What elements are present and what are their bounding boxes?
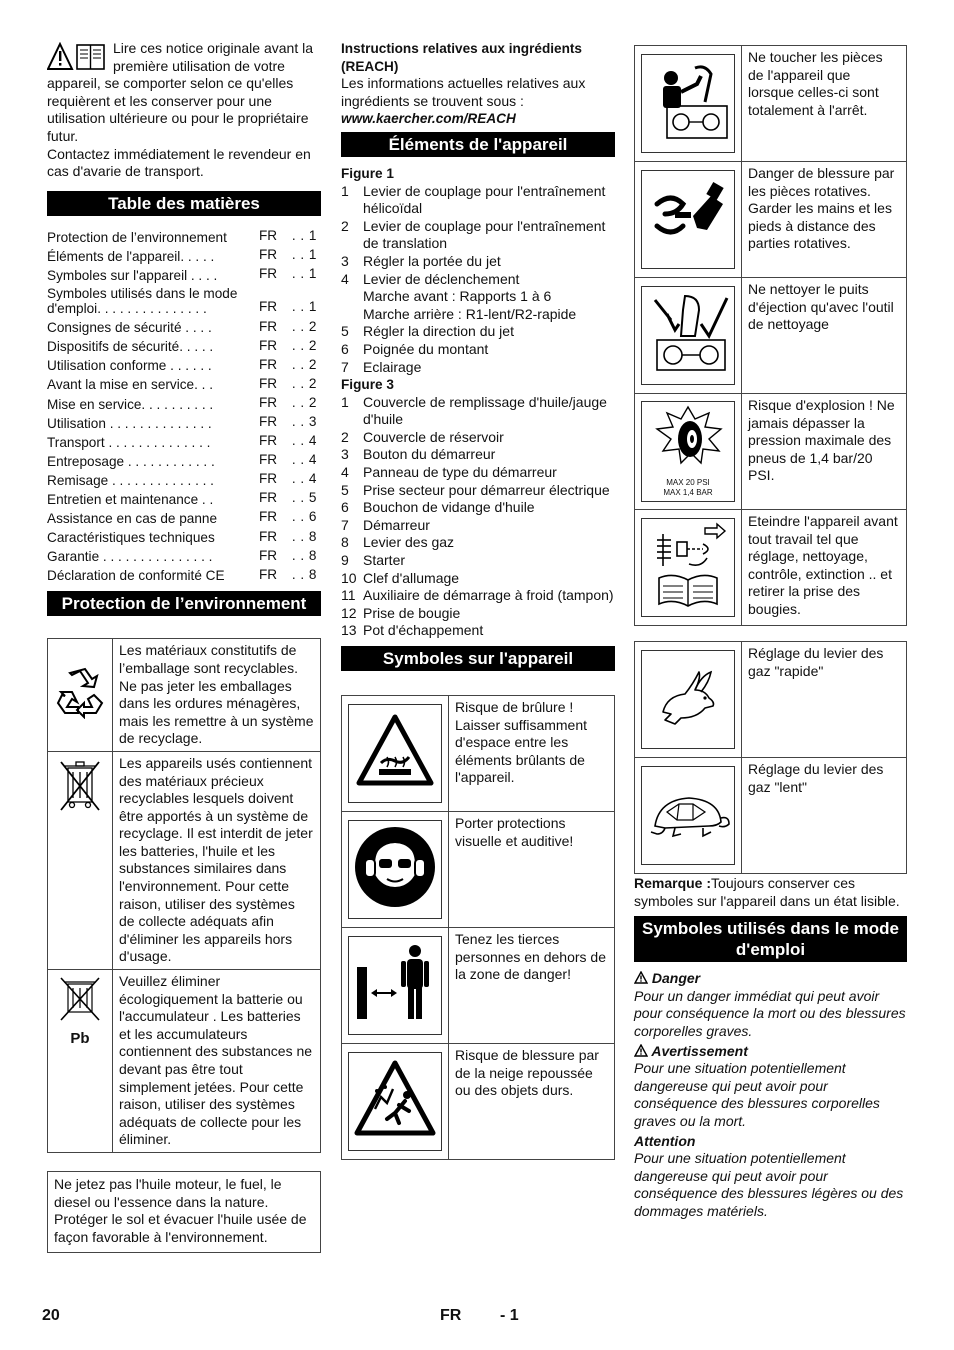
toc-entry-page: . . 2 xyxy=(291,356,317,372)
toc-entry-name: Protection de l’environnement xyxy=(47,229,227,245)
list-item-number: 8 xyxy=(341,534,349,551)
danger-label: Danger xyxy=(651,970,701,987)
warning-heading xyxy=(634,1043,907,1061)
list-item xyxy=(341,552,615,570)
toc-row[interactable] xyxy=(47,335,317,354)
oil-note-box xyxy=(47,1171,321,1253)
list-item-number xyxy=(341,306,363,324)
toc-row[interactable] xyxy=(47,545,317,564)
toc-row[interactable] xyxy=(47,526,317,545)
toc-entry-lang: FR xyxy=(259,528,278,544)
figure3-title: Figure 3 xyxy=(341,377,394,393)
symbol-text: Eteindre l'appareil avant tout travail tel que réglage, nettoyage, contrôle, extinction .. et retirer la prise des bougies. xyxy=(742,510,907,626)
toc-entry-page: . . 2 xyxy=(291,337,317,353)
symbol-row xyxy=(342,1044,615,1160)
list-item-number xyxy=(341,288,363,306)
remark-label: Remarque : xyxy=(634,875,712,891)
list-item-text: Pot d'échappement xyxy=(363,622,484,639)
toc-entry-name: Transport . . . . . . . . . . . . . . xyxy=(47,434,211,450)
list-item xyxy=(341,394,615,429)
pb-label: Pb xyxy=(70,1029,90,1047)
list-item xyxy=(341,499,615,517)
toc-entry-page: . . 2 xyxy=(291,375,317,391)
toc-entry-lang: FR xyxy=(259,228,278,244)
list-item xyxy=(341,446,615,464)
list-item-text: Marche avant : Rapports 1 à 6 xyxy=(363,288,552,305)
toc-entry-lang: FR xyxy=(259,566,278,582)
reach-url[interactable]: www.kaercher.com/REACH xyxy=(341,111,516,127)
attention-text: Pour une situation potentiellement dangereuse qui peut avoir pour conséquence des blessures légères ou des dommages matériels. xyxy=(634,1150,904,1219)
list-item xyxy=(341,429,615,447)
tyre-max-bar: MAX 1,4 BAR xyxy=(663,487,713,497)
toc-row[interactable] xyxy=(47,507,317,526)
throttle-text: Réglage du levier des gaz "lent" xyxy=(742,758,907,874)
remark xyxy=(634,875,907,910)
list-item xyxy=(341,534,615,552)
toc-entry-name: Dispositifs de sécurité. . . . . xyxy=(47,339,214,355)
warning-manual-icon xyxy=(47,42,107,72)
toc-row[interactable] xyxy=(47,564,317,583)
remark-text: Toujours conserver ces symboles sur l'appareil dans un état lisible. xyxy=(634,875,900,909)
toc-entry-lang: FR xyxy=(259,433,278,449)
toc-row[interactable] xyxy=(47,264,317,283)
toc-entry-page: . . 2 xyxy=(291,394,317,410)
symbol-row xyxy=(635,394,907,510)
toc-row[interactable] xyxy=(47,488,317,507)
toc-entry-name: Déclaration de conformité CE xyxy=(47,568,225,584)
toc-entry-lang: FR xyxy=(259,547,278,563)
list-item-number: 2 xyxy=(341,217,349,234)
symbols-table xyxy=(341,695,615,1160)
throttle-table xyxy=(634,641,907,874)
symbol-row xyxy=(635,278,907,394)
list-item xyxy=(341,253,615,271)
column-3 xyxy=(634,45,907,1221)
symbol-row xyxy=(635,46,907,162)
toc-row[interactable] xyxy=(47,283,317,316)
list-item-number: 4 xyxy=(341,270,349,287)
throttle-row-fast xyxy=(635,642,907,758)
page-number: 20 xyxy=(42,1307,60,1324)
symbol-row xyxy=(635,162,907,278)
list-item xyxy=(341,183,615,218)
list-item-text: Levier de couplage pour l'entraînement de translation xyxy=(363,217,606,252)
list-item-text: Levier de couplage pour l'entraînement hélicoïdal xyxy=(363,182,606,217)
toc-entry-page: . . 4 xyxy=(291,433,317,449)
symbol-text: Risque d'explosion ! Ne jamais dépasser la pression maximale des pneus de 1,4 bar/20 PSI. xyxy=(742,394,907,510)
list-item-number: 9 xyxy=(341,552,349,569)
symbol-text: Tenez les tierces personnes en dehors de la zone de danger! xyxy=(449,928,615,1044)
toc-entry-page: . . 6 xyxy=(291,509,317,525)
toc-row[interactable] xyxy=(47,469,317,488)
toc-entry-name: Éléments de l'appareil. . . . . xyxy=(47,248,215,264)
danger-text: Pour un danger immédiat qui peut avoir pour conséquence la mort ou des blessures corporelles graves. xyxy=(634,987,906,1039)
list-item-text: Régler la direction du jet xyxy=(363,323,514,340)
list-item-number: 10 xyxy=(341,569,357,586)
env-row-text: Les appareils usés contiennent des matériaux précieux recyclables lesquels doivent être apportés à un système de recyclage. Il est interdit de jeter les batteries, l'huile et les substances similaires dans l'environnement. Pour cette raison, utiliser des systèmes de collecte adéquats afin d'éliminer les appareils hors d'usage. xyxy=(113,751,321,969)
env-row-text: Les matériaux constitutifs de l’emballage sont recyclables. Ne pas jeter les emballages dans les ordures ménagères, mais les remettre à un système de recyclage. xyxy=(113,639,321,752)
symbol-text: Ne toucher les pièces de l'appareil que lorsque celles-ci sont totalement à l'arrêt. xyxy=(742,46,907,162)
list-item-number: 3 xyxy=(341,252,349,269)
list-item-text: Bouchon de vidange d'huile xyxy=(363,499,535,516)
list-item-text: Prise de bougie xyxy=(363,604,461,621)
tyre-max-psi: MAX 20 PSI xyxy=(666,477,710,487)
list-item-number: 5 xyxy=(341,323,349,340)
toc-entry-page: . . 1 xyxy=(291,228,317,244)
list-item-number: 7 xyxy=(341,516,349,533)
toc-row[interactable] xyxy=(47,412,317,431)
toc-entry-name: Consignes de sécurité . . . . xyxy=(47,320,212,336)
hot-surface-warning-icon xyxy=(353,709,437,793)
toc-entry-lang: FR xyxy=(259,356,278,372)
list-item xyxy=(341,587,615,605)
list-item-text: Démarreur xyxy=(363,516,430,533)
intro-contact: Contactez immédiatement le revendeur en cas d'avarie de transport. xyxy=(47,145,311,180)
list-item-text: Auxiliaire de démarrage à froid (tampon) xyxy=(363,587,614,604)
list-item xyxy=(341,605,615,623)
reach-text: Les informations actuelles relatives aux ingrédients se trouvent sous : xyxy=(341,75,586,109)
toc-entry-lang: FR xyxy=(259,490,278,506)
toc-entry-name: Remisage . . . . . . . . . . . . . . xyxy=(47,472,214,488)
toc-entry-name: Symboles sur l'appareil . . . . xyxy=(47,268,218,284)
list-item xyxy=(341,482,615,500)
symbols-table-2 xyxy=(634,45,907,626)
eye-ear-protection-icon xyxy=(353,825,437,909)
list-item xyxy=(341,306,615,324)
list-item-text: Clef d'allumage xyxy=(363,569,460,586)
list-item-number: 11 xyxy=(341,587,356,604)
toc-entry-lang: FR xyxy=(259,394,278,410)
toc-entry-name: Garantie . . . . . . . . . . . . . . . xyxy=(47,549,213,565)
toc-row[interactable] xyxy=(47,392,317,411)
toc-entry-page: . . 4 xyxy=(291,471,317,487)
list-item xyxy=(341,464,615,482)
toc-entry-lang: FR xyxy=(259,471,278,487)
list-item-number: 6 xyxy=(341,499,349,516)
list-item xyxy=(341,288,615,306)
env-row-bin xyxy=(48,751,321,969)
list-item-text: Panneau de type du démarreur xyxy=(363,464,557,481)
toc-entry-name: Entretien et maintenance . . xyxy=(47,491,214,507)
footer-lang: FR xyxy=(440,1307,462,1324)
column-2 xyxy=(341,40,615,1160)
list-item-text: Régler la portée du jet xyxy=(363,252,501,269)
toc-entry-name: Avant la mise en service. . . xyxy=(47,377,213,393)
toc-entry-lang: FR xyxy=(259,452,278,468)
figure1-list xyxy=(341,183,615,377)
list-item xyxy=(341,323,615,341)
danger-heading xyxy=(634,970,907,988)
symbol-text: Risque de brûlure ! Laisser suffisamment d'espace entre les éléments brûlants de l'appareil. xyxy=(449,696,615,812)
warning-triangle-icon xyxy=(634,971,648,984)
toc-entry-name: Mise en service. . . . . . . . . . xyxy=(47,396,214,412)
symbol-row xyxy=(342,696,615,812)
list-item-number: 1 xyxy=(341,393,349,410)
list-item xyxy=(341,341,615,359)
throttle-row-slow xyxy=(635,758,907,874)
symbol-text: Risque de blessure par de la neige repoussée ou des objets durs. xyxy=(449,1044,615,1160)
tyre-explosion-icon xyxy=(645,405,731,473)
modes-title: Symboles utilisés dans le mode d'emploi xyxy=(634,916,907,962)
list-item xyxy=(341,622,615,640)
toc-entry-lang: FR xyxy=(259,266,278,282)
list-item xyxy=(341,271,615,289)
warning-label: Avertissement xyxy=(651,1042,748,1059)
toc-entry-page: . . 8 xyxy=(291,566,317,582)
list-item xyxy=(341,517,615,535)
attention-label: Attention xyxy=(634,1132,696,1149)
list-item-number: 6 xyxy=(341,340,349,357)
do-not-touch-moving-parts-icon xyxy=(645,58,731,144)
toc-entry-page: . . 5 xyxy=(291,490,317,506)
toc-entry-lang: FR xyxy=(259,509,278,525)
column-1 xyxy=(47,40,321,1253)
list-item xyxy=(341,218,615,253)
elements-title: Éléments de l'appareil xyxy=(341,132,615,157)
toc-entry-page: . . 1 xyxy=(291,299,317,315)
env-row-battery xyxy=(48,970,321,1153)
toc-entry-lang: FR xyxy=(259,375,278,391)
toc-row[interactable] xyxy=(47,245,317,264)
toc-entry-name: Utilisation conforme . . . . . . xyxy=(47,358,212,374)
toc-entry-name: Entreposage . . . . . . . . . . . . xyxy=(47,453,215,469)
toc-entry-page: . . 3 xyxy=(291,414,317,429)
list-item-text: Bouton du démarreur xyxy=(363,446,496,463)
toc-entry-name: Assistance en cas de panne xyxy=(47,511,218,527)
rotating-parts-hand-icon xyxy=(645,174,731,260)
toc-entry-page: . . 1 xyxy=(291,266,317,282)
list-item-text: Starter xyxy=(363,552,406,569)
toc-entry-lang: FR xyxy=(259,337,278,353)
env-table xyxy=(47,638,321,1153)
symbol-text: Danger de blessure par les pièces rotatives. Garder les mains et les pieds à distance des parties rotatives. xyxy=(742,162,907,278)
toc-row[interactable] xyxy=(47,431,317,450)
warning-triangle-icon xyxy=(634,1044,648,1057)
symbol-row xyxy=(635,510,907,626)
toc-entry-page: . . 1 xyxy=(291,247,317,263)
env-row-recycle xyxy=(48,639,321,752)
list-item-number: 13 xyxy=(341,622,357,639)
toc-entry-page: . . 8 xyxy=(291,528,317,544)
symbol-row xyxy=(342,928,615,1044)
toc-entry-page: . . 2 xyxy=(291,318,317,334)
list-item-number: 1 xyxy=(341,182,349,199)
list-item-text: Poignée du montant xyxy=(363,340,489,357)
symbol-row xyxy=(342,812,615,928)
list-item-number: 12 xyxy=(341,604,357,621)
intro-text: Lire ces notice originale avant la première utilisation de votre appareil, se comporter selon ce qu'elles requièrent et les conserver pour une utilisation ultérieure ou pour le propriétaire futur. xyxy=(47,40,314,144)
list-item-number: 2 xyxy=(341,428,349,445)
footer-section: - 1 xyxy=(500,1307,519,1324)
throttle-text: Réglage du levier des gaz "rapide" xyxy=(742,642,907,758)
toc-entry-name: Caractéristiques techniques xyxy=(47,530,215,546)
env-row-text: Veuillez éliminer écologiquement la batterie ou l'accumulateur . Les batteries et les accumulateurs contiennent des substances ne devant pas être tout simplement jetées. Pour cette raison, utiliser des systèmes adéquats de collecte pour les éliminer. xyxy=(113,970,321,1153)
symbol-text: Ne nettoyer le puits d'éjection qu'avec l'outil de nettoyage xyxy=(742,278,907,394)
figure1-title: Figure 1 xyxy=(341,165,394,181)
list-item-text: Couvercle de réservoir xyxy=(363,428,504,445)
symbol-text: Porter protections visuelle et auditive! xyxy=(449,812,615,928)
keep-distance-person-icon xyxy=(353,941,437,1025)
warning-text: Pour une situation potentiellement dangereuse qui peut avoir pour conséquence des blessures corporelles graves ou la mort. xyxy=(634,1060,880,1129)
toc-entry-lang: FR xyxy=(259,247,278,263)
toc-entry-page: . . 4 xyxy=(291,452,317,468)
toc-row[interactable] xyxy=(47,354,317,373)
toc-row[interactable] xyxy=(47,450,317,469)
intro-block xyxy=(47,40,321,181)
thrown-objects-warning-icon xyxy=(353,1057,437,1141)
toc-entry-page: . . 8 xyxy=(291,547,317,563)
recycle-icon xyxy=(54,667,106,719)
list-item xyxy=(341,570,615,588)
toc-entry-lang: FR xyxy=(259,299,278,315)
list-item-text: Levier des gaz xyxy=(363,534,455,551)
toc-row[interactable] xyxy=(47,316,317,335)
reach-title: Instructions relatives aux ingrédients (REACH) xyxy=(341,41,582,74)
toc-row[interactable] xyxy=(47,226,317,245)
list-item-text: Prise secteur pour démarreur électrique xyxy=(363,481,610,498)
list-item-text: Levier de déclenchement xyxy=(363,270,520,287)
unplug-spark-plug-manual-icon xyxy=(645,522,731,608)
list-item-number: 7 xyxy=(341,358,349,375)
symbols-title: Symboles sur l'appareil xyxy=(341,646,615,671)
list-item-number: 4 xyxy=(341,464,349,481)
oil-note: Ne jetez pas l'huile moteur, le fuel, le diesel ou l'essence dans la nature. Protéger le sol et évacuer l'huile usée de façon favorable à l'environnement. xyxy=(48,1171,321,1252)
hare-fast-icon xyxy=(645,654,731,740)
list-item-text: Eclairage xyxy=(363,358,422,375)
crossed-bin-icon xyxy=(58,758,102,814)
toc-entry-name: Utilisation . . . . . . . . . . . . . . xyxy=(47,415,212,431)
toc-entry-lang: FR xyxy=(259,414,278,429)
battery-bin-pb-icon xyxy=(58,976,102,1026)
toc-row[interactable] xyxy=(47,373,317,392)
list-item-number: 5 xyxy=(341,481,349,498)
env-title: Protection de l’environnement xyxy=(47,591,321,616)
list-item xyxy=(341,359,615,377)
list-item-text: Marche arrière : R1-lent/R2-rapide xyxy=(363,305,577,322)
figure3-list xyxy=(341,394,615,640)
list-item-text: Couvercle de remplissage d'huile/jauge d'huile xyxy=(363,393,607,428)
toc-entry-lang: FR xyxy=(259,318,278,334)
list-item-number: 3 xyxy=(341,446,349,463)
cleaning-tool-chute-icon xyxy=(645,290,731,376)
tortoise-slow-icon xyxy=(645,770,731,856)
toc-entry-name: Symboles utilisés dans le mode d'emploi. . . . . . . . . . . . . . . xyxy=(47,286,238,317)
toc-title: Table des matières xyxy=(47,191,321,216)
table-of-contents xyxy=(47,226,317,584)
